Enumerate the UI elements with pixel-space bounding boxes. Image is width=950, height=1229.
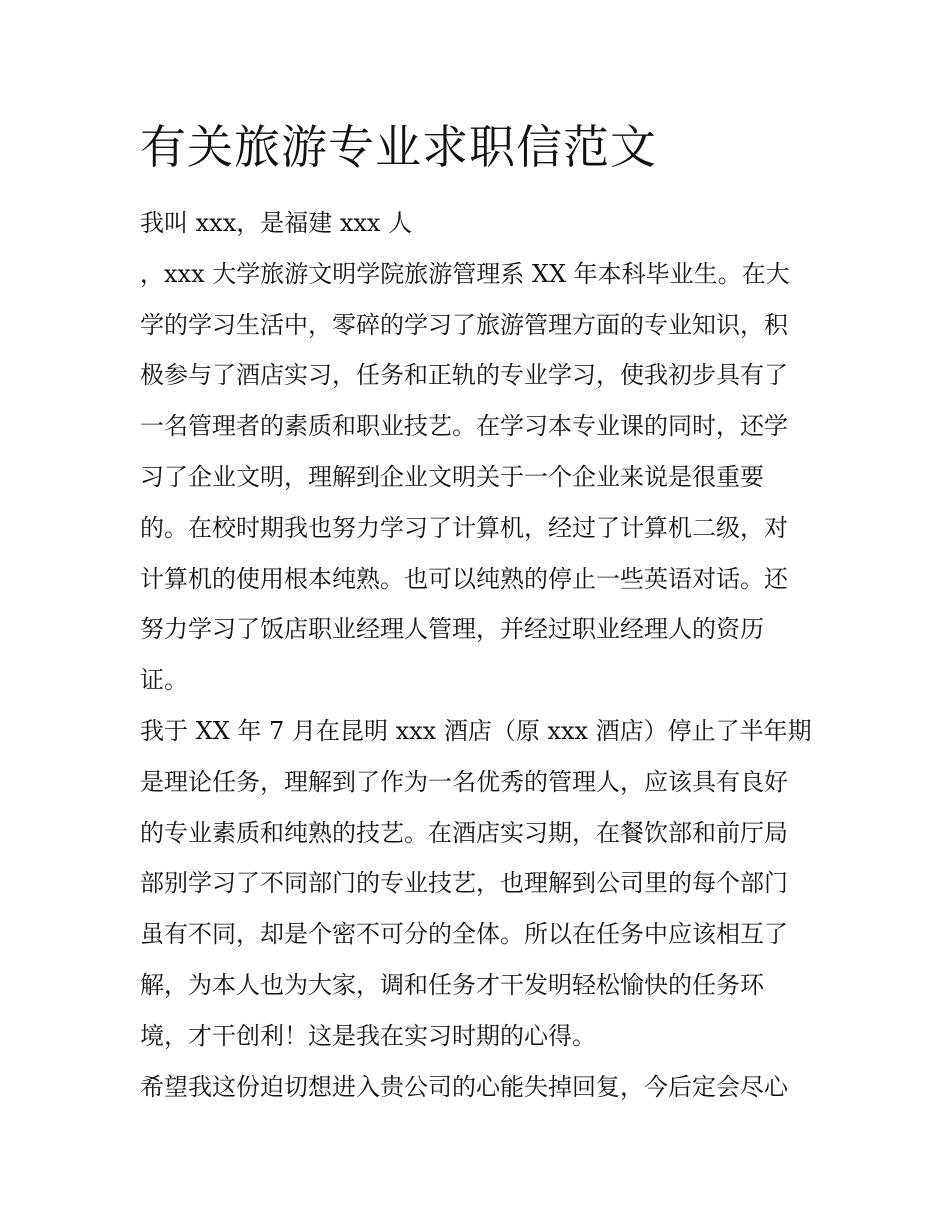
text-line: 习了企业文明，理解到企业文明关于一个企业来说是很重要 (140, 462, 764, 491)
text-line: 希望我这份迫切想进入贵公司的心能失掉回复，今后定会尽心 (140, 1072, 788, 1101)
text-line: ，xxx 大学旅游文明学院旅游管理系 XX 年本科毕业生。在大 (140, 259, 790, 288)
document-title: 有关旅游专业求职信范文 (140, 120, 657, 174)
text-line: 学的学习生活中，零碎的学习了旅游管理方面的专业知识，积 (140, 310, 788, 339)
text-line: 我叫 xxx，是福建 xxx 人 (140, 209, 413, 237)
document-body (140, 198, 815, 1112)
text-line: 解，为本人也为大家，调和任务才干发明轻松愉快的任务环 (140, 970, 764, 999)
text-line: 证。 (140, 666, 188, 695)
text-line: 一名管理者的素质和职业技艺。在学习本专业课的同时，还学 (140, 412, 788, 441)
text-line: 虽有不同，却是个密不可分的全体。所以在任务中应该相互了 (140, 920, 788, 949)
text-line: 我于 XX 年 7 月在昆明 xxx 酒店（原 xxx 酒店）停止了半年期 (140, 716, 812, 745)
text-line: 努力学习了饭店职业经理人管理，并经过职业经理人的资历 (140, 615, 764, 644)
text-line: 境，才干创利！这是我在实习时期的心得。 (140, 1021, 596, 1050)
text-line: 的。在校时期我也努力学习了计算机，经过了计算机二级，对 (140, 513, 788, 542)
text-line: 计算机的使用根本纯熟。也可以纯熟的停止一些英语对话。还 (140, 564, 788, 593)
text-line: 部别学习了不同部门的专业技艺，也理解到公司里的每个部门 (140, 869, 788, 898)
text-line: 是理论任务，理解到了作为一名优秀的管理人，应该具有良好 (140, 767, 788, 796)
text-line: 极参与了酒店实习，任务和正轨的专业学习，使我初步具有了 (140, 361, 788, 390)
text-line: 的专业素质和纯熟的技艺。在酒店实习期，在餐饮部和前厅局 (140, 818, 788, 847)
